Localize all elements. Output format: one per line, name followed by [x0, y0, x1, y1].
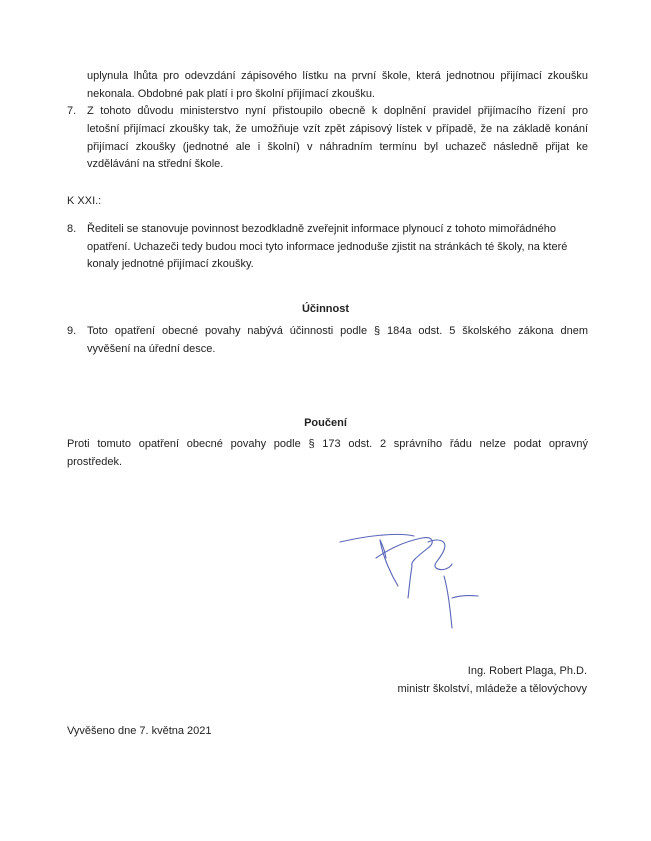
item-6-line-2: nekonala. Obdobné pak platí i pro školní přijímací zkoušku. [87, 88, 375, 100]
pouceni-line-2: prostředek. [67, 456, 123, 468]
item-9-line-2: vyvěšení na úřední desce. [87, 343, 216, 355]
item-7-line-1: Z tohoto důvodu ministerstvo nyní přistoupilo obecně k doplnění pravidel přijímacího řízení pro [87, 105, 588, 117]
item-8-line-3: konaly jednotné přijímací zkoušky. [87, 258, 254, 270]
item-7-line-2: letošní přijímací zkoušky tak, že umožňuje vzít zpět zápisový lístek v případě, že na základě konání [87, 123, 588, 135]
signatory-block [397, 662, 587, 698]
posted-date: Vyvěšeno dne 7. května 2021 [67, 725, 212, 737]
item-6-line-1: uplynula lhůta pro odevzdání zápisového lístku na první škole, která jednotnou přijímací zkoušku [87, 70, 588, 82]
ucinnost-heading: Účinnost [301, 303, 350, 315]
signatory-name: Ing. Robert Plaga, Ph.D. [467, 665, 587, 677]
item-7-number: 7. [67, 105, 77, 117]
item-7-line-3: přijímací zkoušky (jednotné ale i školní) v náhradním termínu byl uchazeč následně přijat ke [87, 141, 588, 153]
item-8-line-2: opatření. Uchazeči tedy budou moci tyto informace jednoduše zjistit na stránkách té školy, na které [87, 241, 568, 253]
item-9-line-1: Toto opatření obecné povahy nabývá účinnosti podle § 184a odst. 5 školského zákona dnem [87, 325, 588, 337]
pouceni-heading: Poučení [304, 417, 347, 429]
item-8-number: 8. [67, 223, 77, 235]
item-7-line-4: vzdělávání na střední škole. [87, 158, 224, 170]
signatory-title: ministr školství, mládeže a tělovýchovy [397, 683, 587, 695]
section-k-xxi: K XXI.: [67, 195, 102, 207]
signature-image [336, 528, 516, 638]
item-8-line-1: Řediteli se stanovuje povinnost bezodkladně zveřejnit informace plynoucí z tohoto mimořádného [87, 223, 556, 235]
item-9-number: 9. [67, 325, 77, 337]
pouceni-line-1: Proti tomuto opatření obecné povahy podle § 173 odst. 2 správního řádu nelze podat opravný [67, 438, 588, 450]
